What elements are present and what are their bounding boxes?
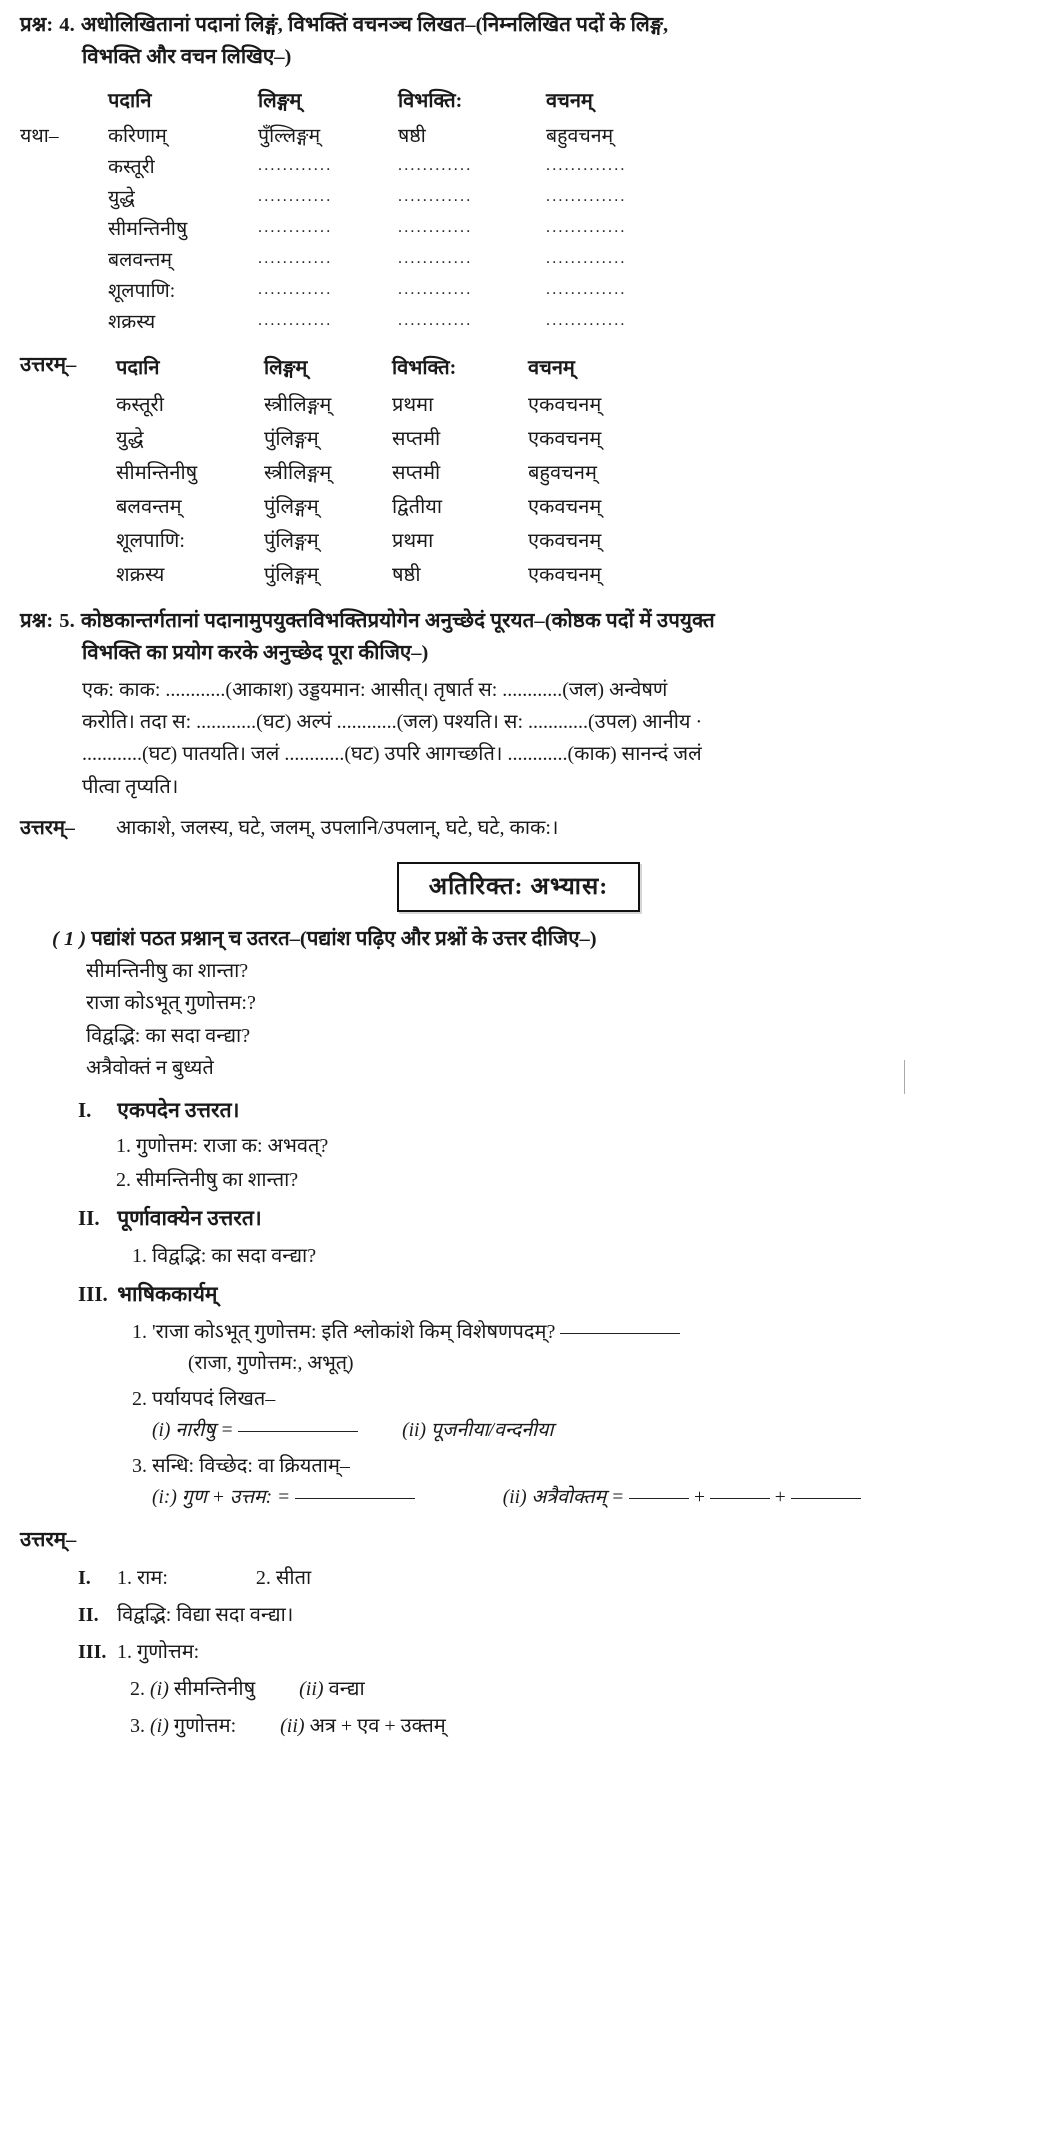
question-4-label: प्रश्न: (20, 14, 54, 36)
sub-part-i-label: (i) (150, 1715, 169, 1738)
question-5-number: 5. (59, 610, 75, 633)
answer-1-a: 1. राम: (117, 1567, 168, 1590)
table-row (116, 488, 678, 522)
ans-cell-padani: युद्धे (116, 427, 144, 450)
section-2-item-1: 1. विद्वद्भि: का सदा वन्द्या? (132, 1245, 317, 1268)
sub-number: 3. (130, 1715, 145, 1738)
verse-line-1: सीमन्तिनीषु का शान्ता? (86, 959, 249, 982)
ans-cell-padani: बलवन्तम् (116, 495, 182, 518)
answer-3-a: 1. गुणोत्तम: (117, 1641, 200, 1664)
table-row (116, 386, 678, 420)
table-row (116, 454, 678, 488)
section-1-numeral: I. (78, 1098, 92, 1123)
extra-answer-label: उत्तरम्– (20, 1529, 77, 1552)
question-5-text-line2: विभक्ति का प्रयोग करके अनुच्छेद पूरा कीजिए–) (82, 641, 429, 664)
cell-padani: बलवन्तम् (108, 249, 172, 271)
extra-answers-block (20, 1563, 1017, 1738)
extra-practice-block (20, 924, 1017, 1738)
answer-2-a: विद्वद्भि: विद्या सदा वन्द्या। (117, 1604, 294, 1627)
part-i-label: (i:) गुण + उत्तम: = (152, 1487, 291, 1509)
table-row (20, 274, 696, 305)
sub-part-ii-text: वन्द्या (328, 1678, 365, 1701)
section-3-block (20, 1280, 1017, 1509)
blank-vachanam[interactable]: ............. (546, 280, 627, 298)
question-5-text-line1: कोष्ठकान्तर्गतानां पदानामुपयुक्तविभक्तिप्रयोगेन अनुच्छेदं पूरयत–(कोष्ठक पदों में उपयुक्त (80, 610, 715, 633)
spacer-cell (20, 212, 108, 243)
question-4-block (20, 10, 1017, 590)
table-row (20, 181, 696, 212)
ans-cell-padani: सीमन्तिनीषु (116, 461, 198, 484)
spacer-cell (20, 150, 108, 181)
blank-lingam[interactable]: ............ (258, 187, 333, 205)
section-1-item-2: 2. सीमन्तिनीषु का शान्ता? (116, 1169, 299, 1192)
ans-cell-lingam: पुंलिङ्गम् (264, 563, 319, 586)
plus-sign-1: + (694, 1487, 705, 1509)
question-5-block (20, 606, 1017, 840)
col-header-vachanam: वचनम् (546, 89, 593, 112)
page-margin-mark (904, 1060, 905, 1094)
blank-vachanam[interactable]: ............. (546, 311, 627, 329)
exercise-table (20, 84, 696, 336)
section-3-question-3-parts (152, 1482, 1017, 1509)
blank-vibhakti[interactable]: ............ (398, 156, 473, 174)
ans-cell-vibhakti: सप्तमी (392, 427, 441, 450)
sub-part-ii-label: (ii) (280, 1715, 305, 1738)
extra-item-1-number: ( 1 ) (52, 928, 87, 951)
verse-line-3: विद्वद्भि: का सदा वन्द्या? (86, 1024, 251, 1047)
cell-padani: करिणाम् (108, 125, 167, 147)
blank-lingam[interactable]: ............ (258, 311, 333, 329)
question-5-passage-line4: पीत्वा तृप्यति। (82, 775, 179, 798)
ans-col-vachanam: वचनम् (528, 357, 575, 380)
table-row (116, 420, 678, 454)
cell-lingam: पुँल्लिङ्गम् (258, 125, 321, 147)
ans-cell-lingam: पुंलिङ्गम् (264, 495, 319, 518)
blank-vibhakti[interactable]: ............ (398, 280, 473, 298)
cell-padani: कस्तूरी (108, 156, 155, 178)
section-3-question-2-parts (152, 1415, 1017, 1442)
cell-padani: शूलपाणि: (108, 280, 176, 302)
sub-part-ii-label: (ii) (299, 1678, 324, 1701)
section-3-title: भाषिककार्यम् (117, 1282, 218, 1307)
section-3-question-3: 3. सन्धि: विच्छेद: वा क्रियताम्– (132, 1455, 350, 1478)
section-2-title: पूर्णावाक्येन उत्तरत। (117, 1206, 262, 1231)
part-ii-label: (ii) पूजनीया/वन्दनीया (402, 1420, 554, 1442)
question-4-text-line2: विभक्ति और वचन लिखिए–) (82, 45, 292, 68)
table-row (20, 212, 696, 243)
answer-numeral-1: I. (78, 1567, 91, 1590)
exercise-table-header-row (20, 84, 696, 119)
cell-padani: सीमन्तिनीषु (108, 218, 188, 240)
answer-blank[interactable] (238, 1431, 358, 1432)
col-header-vibhakti: विभक्ति: (398, 89, 463, 112)
table-row (20, 243, 696, 274)
section-3-numeral: III. (78, 1282, 108, 1307)
section-2-numeral: II. (78, 1206, 100, 1231)
spacer-cell (20, 305, 108, 336)
section-2-block (20, 1204, 1017, 1268)
blank-vibhakti[interactable]: ............ (398, 311, 473, 329)
plus-sign-2: + (774, 1487, 786, 1509)
cell-padani: शक्रस्य (108, 311, 156, 333)
ans-col-padani: पदानि (116, 357, 160, 380)
ans-cell-padani: शूलपाणि: (116, 529, 185, 552)
table-row (20, 305, 696, 336)
ans-cell-padani: कस्तूरी (116, 393, 164, 416)
ans-cell-padani: शक्रस्य (116, 563, 165, 586)
sub-number: 2. (130, 1678, 145, 1701)
spacer-cell (20, 274, 108, 305)
blank-vachanam[interactable]: ............. (546, 249, 627, 267)
question-4-answer-block (20, 350, 1017, 591)
answer-text: आकाशे, जलस्य, घटे, जलम्, उपलानि/उपलान्, घटे, घटे, काक:। (116, 817, 559, 840)
answer-numeral-2: II. (78, 1604, 99, 1627)
ans-cell-lingam: पुंलिङ्गम् (264, 529, 319, 552)
sub-part-i-text: गुणोत्तम: (173, 1715, 237, 1738)
extra-answer-row-3-sub-2 (130, 1674, 1017, 1701)
table-row (20, 119, 696, 150)
verse-line-4: अत्रैवोक्तं न बुध्यते (86, 1057, 214, 1080)
section-1-title: एकपदेन उत्तरत। (117, 1098, 240, 1123)
blank-lingam[interactable]: ............ (258, 280, 333, 298)
col-header-padani: पदानि (108, 89, 152, 112)
answer-numeral-3: III. (78, 1641, 107, 1664)
section-1-block (20, 1096, 1017, 1192)
col-header-lingam: लिङ्गम् (258, 89, 302, 112)
ans-cell-vachanam: एकवचनम् (528, 495, 602, 518)
question-5-label: प्रश्न: (20, 610, 54, 633)
section-banner-wrapper (20, 862, 1017, 912)
extra-item-1 (52, 924, 1017, 955)
section-3-question-2: 2. पर्यायपदं लिखत– (132, 1388, 276, 1411)
extra-answer-row-1 (78, 1563, 1017, 1590)
question-5-heading (20, 606, 1017, 638)
answer-blank[interactable] (295, 1498, 415, 1499)
blank-lingam[interactable]: ............ (258, 156, 333, 174)
blank-vibhakti[interactable]: ............ (398, 218, 473, 236)
ans-cell-vachanam: एकवचनम् (528, 563, 602, 586)
section-3-question-1 (132, 1317, 1017, 1344)
ans-cell-vachanam: एकवचनम् (528, 427, 602, 450)
blank-lingam[interactable]: ............ (258, 249, 333, 267)
table-row (116, 556, 678, 590)
part-ii-label: (ii) अत्रैवोक्तम् = (502, 1487, 625, 1509)
ans-cell-vibhakti: षष्ठी (392, 563, 421, 586)
blank-vachanam[interactable]: ............. (546, 218, 627, 236)
answer-1-b: 2. सीता (255, 1567, 312, 1590)
question-5-passage-line3: ............(घट) पातयति। जलं ............(घट) उपरि आगच्छति। ............(काक) सानन्दं जलं (82, 743, 702, 766)
table-row (20, 150, 696, 181)
section-1-item-1: 1. गुणोत्तम: राजा क: अभवत्? (116, 1135, 329, 1158)
question-4-text-line1: अधोलिखितानां पदानां लिङ्गं, विभक्तिं वचनञ्च लिखत–(निम्नलिखित पदों के लिङ्ग, (80, 14, 669, 36)
question-5-passage-line2: करोति। तदा स: ............(घट) अल्पं ............(जल) पश्यति। स: ............(उपल) आनीय · (82, 710, 703, 733)
sub-part-ii-text: अत्र + एव + उक्तम् (309, 1715, 446, 1738)
section-3-question-1-options: (राजा, गुणोत्तम:, अभूत्) (188, 1353, 354, 1375)
cell-vibhakti: षष्ठी (398, 125, 426, 147)
cell-vachanam: बहुवचनम् (546, 125, 614, 147)
ans-cell-lingam: स्त्रीलिङ्गम् (264, 393, 332, 416)
question-4-number: 4. (59, 14, 75, 36)
ans-cell-vibhakti: सप्तमी (392, 461, 441, 484)
verse-line-2: राजा कोऽभूत् गुणोत्तम:? (86, 992, 256, 1015)
blank-vachanam[interactable]: ............. (546, 156, 627, 174)
ans-cell-vibhakti: प्रथमा (392, 393, 434, 416)
blank-vachanam[interactable]: ............. (546, 187, 627, 205)
question-5-answer-block (20, 813, 1017, 840)
example-label: यथा– (20, 125, 59, 147)
answer-table (116, 350, 678, 591)
sub-part-i-text: सीमन्तिनीषु (173, 1678, 256, 1701)
section-3-question-1-text: 1. 'राजा कोऽभूत् गुणोत्तम: इति श्लोकांशे किम् विशेषणपदम्? (132, 1321, 556, 1344)
answer-blank[interactable] (629, 1498, 689, 1499)
ans-cell-vachanam: बहुवचनम् (528, 461, 597, 484)
ans-cell-vachanam: एकवचनम् (528, 529, 602, 552)
spacer-cell (20, 181, 108, 212)
answer-label: उत्तरम्– (20, 817, 75, 840)
extra-answer-row-3-sub-3 (130, 1711, 1017, 1738)
section-banner: अतिरिक्त: अभ्यास: (397, 862, 640, 912)
blank-vibhakti[interactable]: ............ (398, 249, 473, 267)
table-row (116, 522, 678, 556)
cell-padani: युद्धे (108, 187, 135, 209)
sub-part-i-label: (i) (150, 1678, 169, 1701)
question-5-passage-line1: एक: काक: ............(आकाश) उड्डयमान: आसीत्। तृषार्त स: ............(जल) अन्वेषणं (82, 678, 668, 701)
ans-cell-vachanam: एकवचनम् (528, 393, 602, 416)
answer-blank[interactable] (710, 1498, 770, 1499)
spacer-cell (20, 243, 108, 274)
section-2-heading (78, 1204, 1017, 1232)
section-1-heading (78, 1096, 1017, 1124)
answer-label: उत्तरम्– (20, 353, 77, 376)
answer-table-header-row (116, 350, 678, 387)
extra-item-1-text: पद्यांशं पठत प्रश्नान् च उतरत–(पद्यांश पढ़िए और प्रश्नों के उत्तर दीजिए–) (91, 928, 597, 951)
ans-col-vibhakti: विभक्ति: (392, 357, 457, 380)
blank-vibhakti[interactable]: ............ (398, 187, 473, 205)
blank-lingam[interactable]: ............ (258, 218, 333, 236)
extra-answer-row-2 (78, 1600, 1017, 1627)
question-4-heading (20, 10, 1017, 42)
section-3-heading (78, 1280, 1017, 1308)
ans-col-lingam: लिङ्गम् (264, 357, 308, 380)
extra-answer-row-3 (78, 1637, 1017, 1664)
part-i-label: (i) नारीषु = (152, 1420, 234, 1442)
ans-cell-lingam: स्त्रीलिङ्गम् (264, 461, 332, 484)
ans-cell-lingam: पुंलिङ्गम् (264, 427, 319, 450)
ans-cell-vibhakti: प्रथमा (392, 529, 434, 552)
col-header-blank (20, 84, 108, 119)
ans-cell-vibhakti: द्वितीया (392, 495, 443, 518)
answer-blank[interactable] (560, 1333, 680, 1334)
answer-blank[interactable] (791, 1498, 861, 1499)
